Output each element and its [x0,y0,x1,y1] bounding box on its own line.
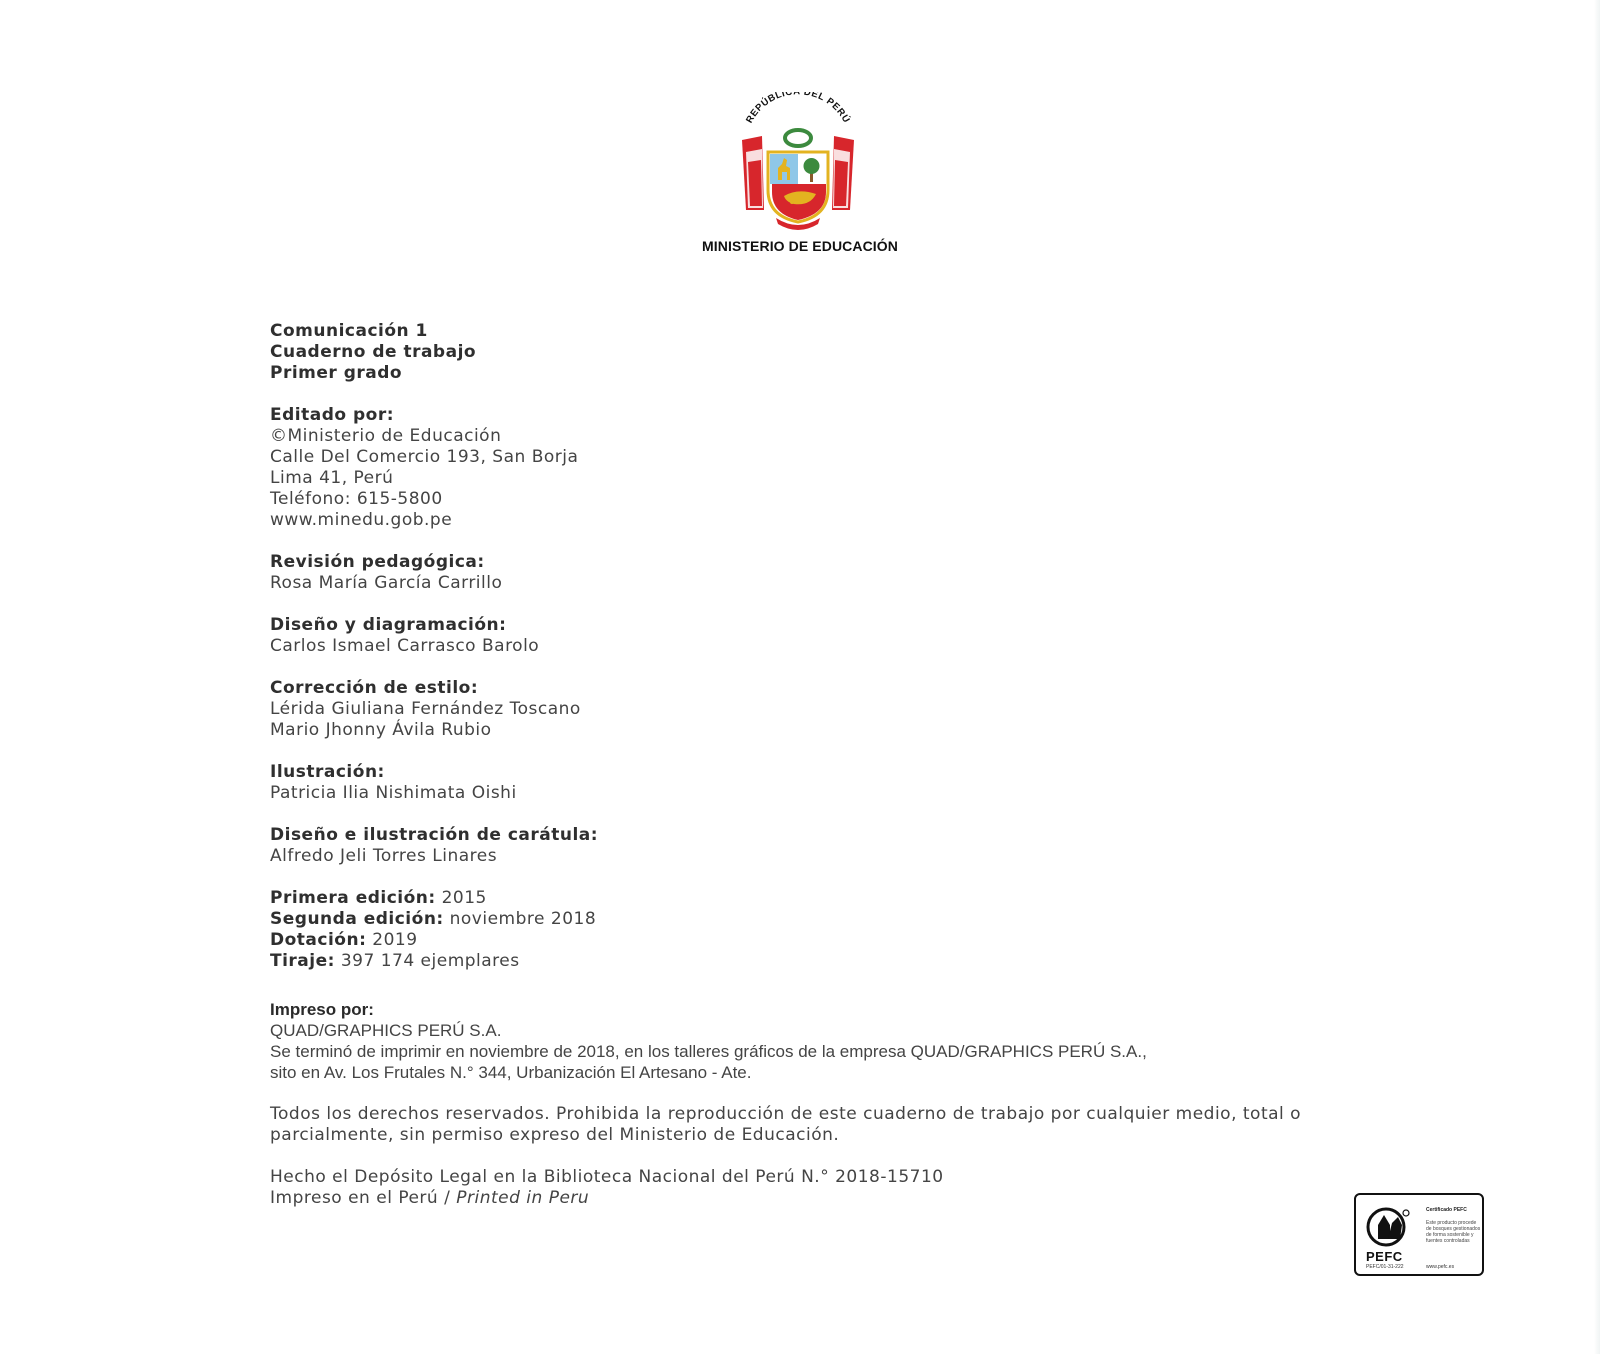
edition-value: noviembre 2018 [449,909,597,929]
edition-row [270,888,1370,909]
book-grade: Primer grado [270,363,403,383]
credit-role: Corrección de estilo: [270,678,479,698]
pefc-url: www.pefc.es [1426,1264,1455,1270]
book-title: Comunicación 1 [270,321,428,341]
editor-heading: Editado por: [270,405,395,425]
printer-line: Se terminó de imprimir en noviembre de 2018, en los talleres gráficos de la empresa QUAD/GRAPHICS PERÚ S.A., [270,1042,1147,1061]
edition-row [270,930,1370,951]
edition-value: 2019 [372,930,418,950]
credits-block [270,321,1370,1209]
editor-line: ©Ministerio de Educación [270,426,502,446]
book-subtitle: Cuaderno de trabajo [270,342,477,362]
printer-heading: Impreso por: [270,1000,374,1019]
edition-row [270,909,1370,930]
edition-row [270,951,1370,972]
edition-label: Primera edición: [270,888,436,908]
legal-deposit: Hecho el Depósito Legal en la Biblioteca Nacional del Perú N.° 2018-15710 [270,1167,944,1187]
printed-in-en: Printed in Peru [456,1188,590,1208]
edition-value: 397 174 ejemplares [340,951,520,971]
edition-label: Segunda edición: [270,909,444,929]
pefc-description: Este producto procede de bosques gestionados de forma sostenible y fuentes controladas [1426,1220,1481,1244]
pefc-code: PEFC/01-31-222 [1366,1264,1404,1270]
edition-label: Tiraje: [270,951,335,971]
page-edge-shadow [1594,0,1600,1354]
editor-line: Lima 41, Perú [270,468,394,488]
credit-person: Rosa María García Carrillo [270,573,503,593]
printer-line: sito en Av. Los Frutales N.° 344, Urbanización El Artesano - Ate. [270,1063,752,1082]
printer-name: QUAD/GRAPHICS PERÚ S.A. [270,1021,502,1040]
ministry-title: MINISTERIO DE EDUCACIÓN [702,238,898,254]
editor-line: Teléfono: 615-5800 [270,489,443,509]
editor-line: Calle Del Comercio 193, San Borja [270,447,579,467]
credit-person: Patricia Ilia Nishimata Oishi [270,783,517,803]
edition-label: Dotación: [270,930,367,950]
printer-block [270,999,1370,1083]
credit-role: Revisión pedagógica: [270,552,485,572]
credit-role: Diseño y diagramación: [270,615,507,635]
credit-role: Diseño e ilustración de carátula: [270,825,599,845]
credit-role: Ilustración: [270,762,385,782]
credit-person: Alfredo Jeli Torres Linares [270,846,498,866]
coat-of-arms-icon [732,92,864,232]
pefc-certified-label: Certificado PEFC [1426,1207,1467,1213]
pefc-certification-badge [1354,1193,1484,1276]
credit-person: Mario Jhonny Ávila Rubio [270,720,492,740]
peru-coat-of-arms-emblem [732,92,864,232]
pefc-name: PEFC [1366,1249,1403,1264]
credit-person: Lérida Giuliana Fernández Toscano [270,699,581,719]
printed-in [270,1188,1370,1209]
printed-in-es: Impreso en el Perú / [270,1188,457,1208]
svg-text:REPÚBLICA DEL PERÚ: REPÚBLIC DEL PERÚ [744,92,852,126]
credit-person: Carlos Ismael Carrasco Barolo [270,636,540,656]
editor-website: www.minedu.gob.pe [270,510,453,530]
rights-notice: Todos los derechos reservados. Prohibida la reproducción de este cuaderno de trabajo por cualquier medio, total o parcialmente, sin permiso expreso del Ministerio de Educación. [270,1104,1302,1145]
edition-value: 2015 [441,888,487,908]
pefc-trees-icon [1364,1203,1418,1251]
